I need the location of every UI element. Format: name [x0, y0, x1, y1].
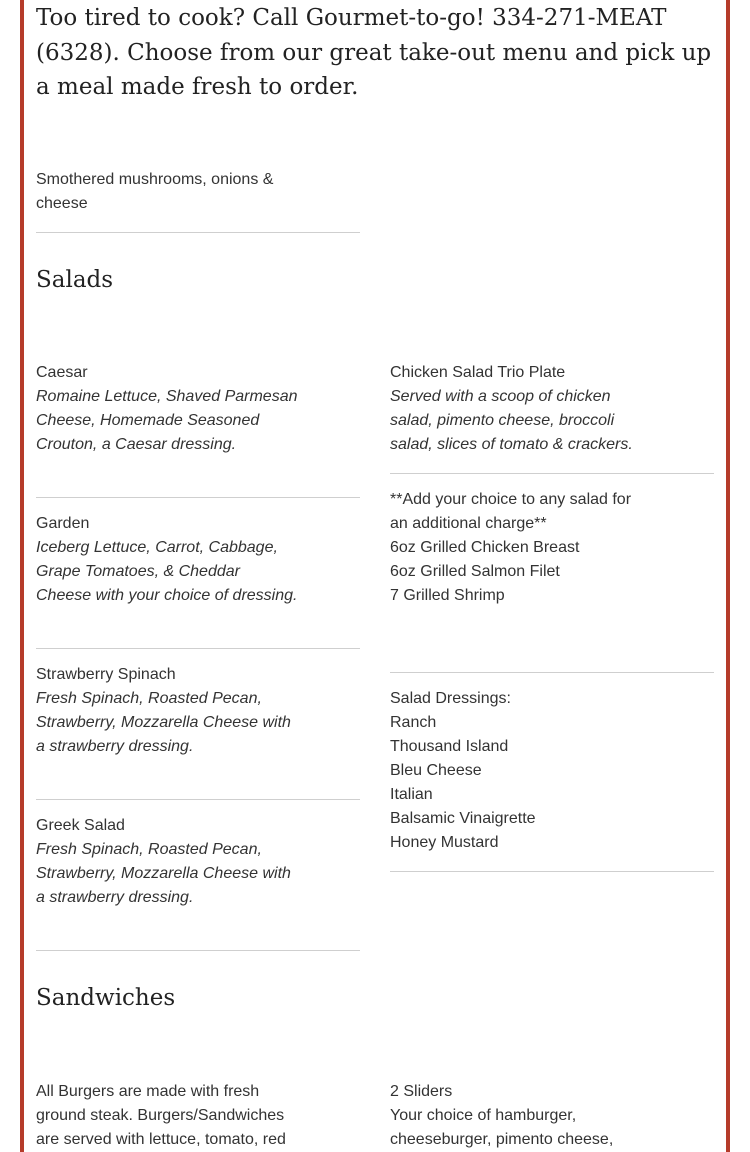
divider [36, 799, 360, 800]
divider [36, 950, 360, 951]
menu-item-name: 2 Sliders [390, 1083, 453, 1100]
sandwiches-intro-text: All Burgers are made with fresh ground steak. Burgers/Sandwiches are served with lettuce, tomato, red [36, 1083, 286, 1148]
menu-item-garden [36, 512, 298, 608]
menu-item-name: Garden [36, 515, 90, 532]
divider [36, 497, 360, 498]
menu-item-description: Fresh Spinach, Roasted Pecan, Strawberry, Mozzarella Cheese with a strawberry dressing. [36, 690, 291, 755]
divider [36, 648, 360, 649]
divider [390, 871, 714, 872]
section-title-salads: Salads [36, 267, 114, 293]
top-item-description: Smothered mushrooms, onions & cheese [36, 171, 274, 212]
dressing-item: Italian [390, 786, 433, 803]
section-title-sandwiches: Sandwiches [36, 985, 176, 1011]
divider [390, 473, 714, 474]
salad-dressings [390, 687, 640, 855]
dressing-item: Bleu Cheese [390, 762, 482, 779]
addon-item: 7 Grilled Shrimp [390, 587, 505, 604]
addons-heading: **Add your choice to any salad for an additional charge** [390, 491, 632, 532]
dressing-item: Balsamic Vinaigrette [390, 810, 536, 827]
menu-item-greek-salad [36, 814, 298, 910]
menu-item-description: Fresh Spinach, Roasted Pecan, Strawberry, Mozzarella Cheese with a strawberry dressing. [36, 841, 291, 906]
menu-item-description: Romaine Lettuce, Shaved Parmesan Cheese, Homemade Seasoned Crouton, a Caesar dressing. [36, 388, 298, 453]
addon-item: 6oz Grilled Chicken Breast [390, 539, 580, 556]
menu-item-name: Caesar [36, 364, 88, 381]
menu-item-description: Iceberg Lettuce, Carrot, Cabbage, Grape Tomatoes, & Cheddar Cheese with your choice of dressing. [36, 539, 298, 604]
addon-item: 6oz Grilled Salmon Filet [390, 563, 560, 580]
menu-item-sliders [390, 1080, 640, 1152]
dressing-item: Honey Mustard [390, 834, 499, 851]
dressing-item: Ranch [390, 714, 437, 731]
menu-item-name: Greek Salad [36, 817, 125, 834]
divider [36, 232, 360, 233]
menu-item-description: Your choice of hamburger, cheeseburger, pimento cheese, [390, 1107, 614, 1148]
menu-item-name: Chicken Salad Trio Plate [390, 364, 566, 381]
salad-addons [390, 488, 640, 608]
dressing-item: Thousand Island [390, 738, 509, 755]
intro-text: Too tired to cook? Call Gourmet-to-go! 334-271-MEAT (6328). Choose from our great take-out menu and pick up a meal made fresh to order. [36, 5, 712, 100]
menu-item-chicken-salad-trio [390, 361, 640, 457]
menu-item-strawberry-spinach [36, 663, 298, 759]
menu-item-caesar [36, 361, 298, 457]
divider [390, 672, 714, 673]
menu-item-name: Strawberry Spinach [36, 666, 176, 683]
dressings-heading: Salad Dressings: [390, 690, 511, 707]
menu-item-description: Served with a scoop of chicken salad, pimento cheese, broccoli salad, slices of tomato & crackers. [390, 388, 633, 453]
